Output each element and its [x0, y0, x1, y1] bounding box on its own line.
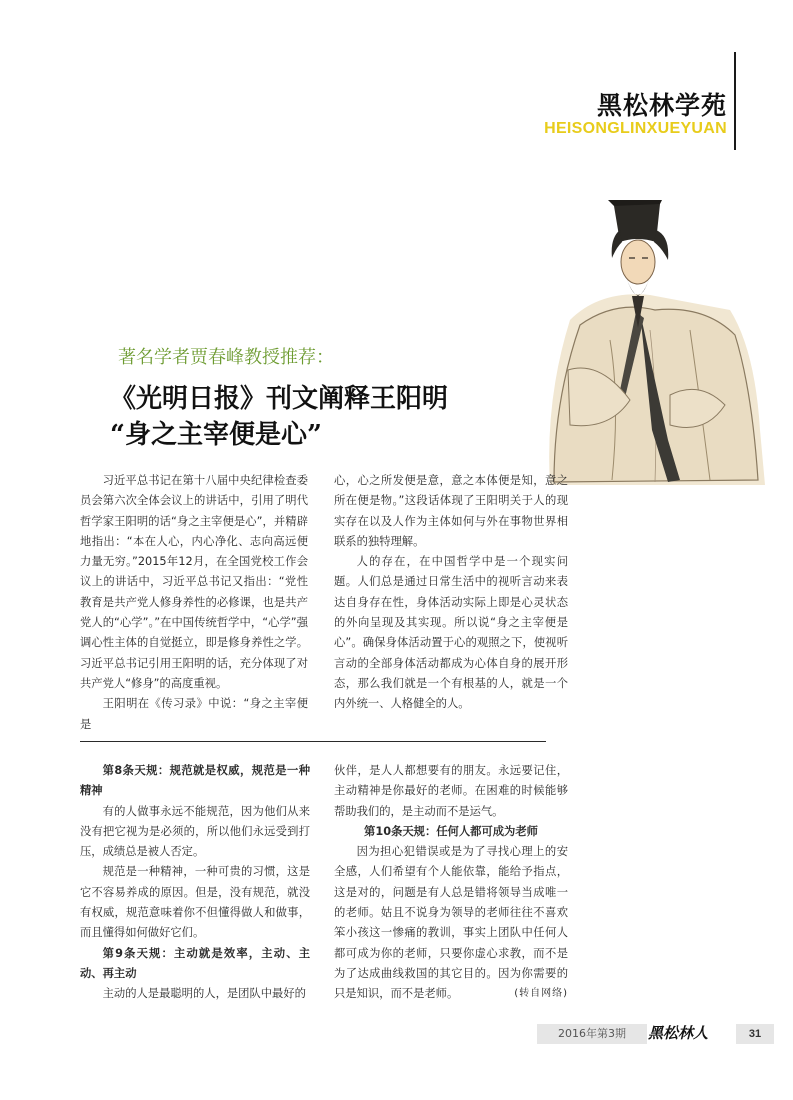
rules-column-2 [334, 761, 568, 1005]
article-kicker: 著名学者贾春峰教授推荐： [118, 347, 334, 368]
rule-paragraph: 主动的人是最聪明的人，是团队中最好的 [102, 987, 306, 1001]
rule-paragraph: 规范是一种精神，一种可贵的习惯，这是它不容易养成的原因。但是，没有规范，就没有权威，规范意味着你不但懂得做人和做事，而且懂得如何做好它们。 [80, 865, 310, 940]
rule-paragraph [334, 842, 568, 1004]
rule-10-heading: 第10条天规：任何人都可成为老师 [364, 824, 538, 838]
article-paragraph: 人的存在，在中国哲学中是一个现实问题。人们总是通过日常生活中的视听言动来表达自身存在性，身体活动实际上即是心灵状态的外向呈现及其实现。所以说“身之主宰便是心”。确保身体活动置于心的观照之下，使视听言动的全部身体活动都成为心体自身的展开形态，那么我们就是一个有根基的人，就是一个内外统一、人格健全的人。 [334, 555, 568, 711]
article-column-1 [80, 471, 308, 735]
magazine-logo: 黑松林人 [648, 1024, 709, 1042]
rules-column-1 [80, 761, 310, 1005]
rule-10-text: 因为担心犯错误或是为了寻找心理上的安全感，人们希望有个人能依靠，能给予指点，这是对的，问题是有人总是错将领导当成唯一的老师。姑且不说身为领导的老师往往不喜欢笨小孩这一惨痛的教训，事实上团队中任何人都可成为你的老师，只要你虚心求教，而不是为了达成曲线救国的其它目的。因为你需要的只是知识，而不是老师。 [334, 845, 568, 1001]
column-title-english: HEISONGLINXUEYUAN [544, 120, 727, 137]
section-divider [80, 741, 546, 742]
article-paragraph: 习近平总书记在第十八届中央纪律检查委员会第六次全体会议上的讲话中，引用了明代哲学家王阳明的话“身之主宰便是心”，并精辟地指出：“本在人心，内心净化、志向高远便力量无穷。”2015年12月，在全国党校工作会议上的讲话中，习近平总书记又指出：“党性教育是共产党人修身养性的必修课，也是共产党人的“心学”。”在中国传统哲学中，“心学”强调心性主体的自觉挺立，即是修身养性之学。习近平总书记引用王阳明的话，充分体现了对共产党人“修身”的高度重视。 [80, 474, 308, 690]
rule-paragraph: 有的人做事永远不能规范，因为他们从来没有把它视为是必须的，所以他们永远受到打压，成绩总是被人否定。 [80, 804, 310, 859]
article-column-2 [334, 471, 568, 715]
header-vertical-rule [734, 52, 736, 150]
source-note: (转自网络) [514, 988, 568, 1000]
rule-9-heading: 第9条天规：主动就是效率，主动、主动、再主动 [80, 946, 310, 980]
rule-8-heading: 第8条天规：规范就是权威，规范是一种精神 [80, 764, 310, 798]
article-title-line-2: “身之主宰便是心” [110, 420, 322, 450]
column-title: 黑松林学苑 [596, 91, 727, 120]
rule-paragraph: 伙伴，是人人都想要有的朋友。永远要记住，主动精神是你最好的老师。在困难的时候能够帮助我们的，是主动而不是运气。 [334, 764, 568, 818]
issue-label: 2016年第3期 [537, 1024, 647, 1044]
wang-yangming-portrait [540, 200, 765, 485]
page-number: 31 [736, 1024, 774, 1044]
article-title [110, 381, 448, 453]
article-paragraph: 王阳明在《传习录》中说：“身之主宰便是 [80, 697, 308, 731]
article-title-line-1: 《光明日报》刊文阐释王阳明 [110, 384, 449, 414]
article-paragraph: 心，心之所发便是意，意之本体便是知，意之所在便是物。”这段话体现了王阳明关于人的现实存在以及人作为主体如何与外在事物世界相联系的独特理解。 [334, 474, 568, 548]
